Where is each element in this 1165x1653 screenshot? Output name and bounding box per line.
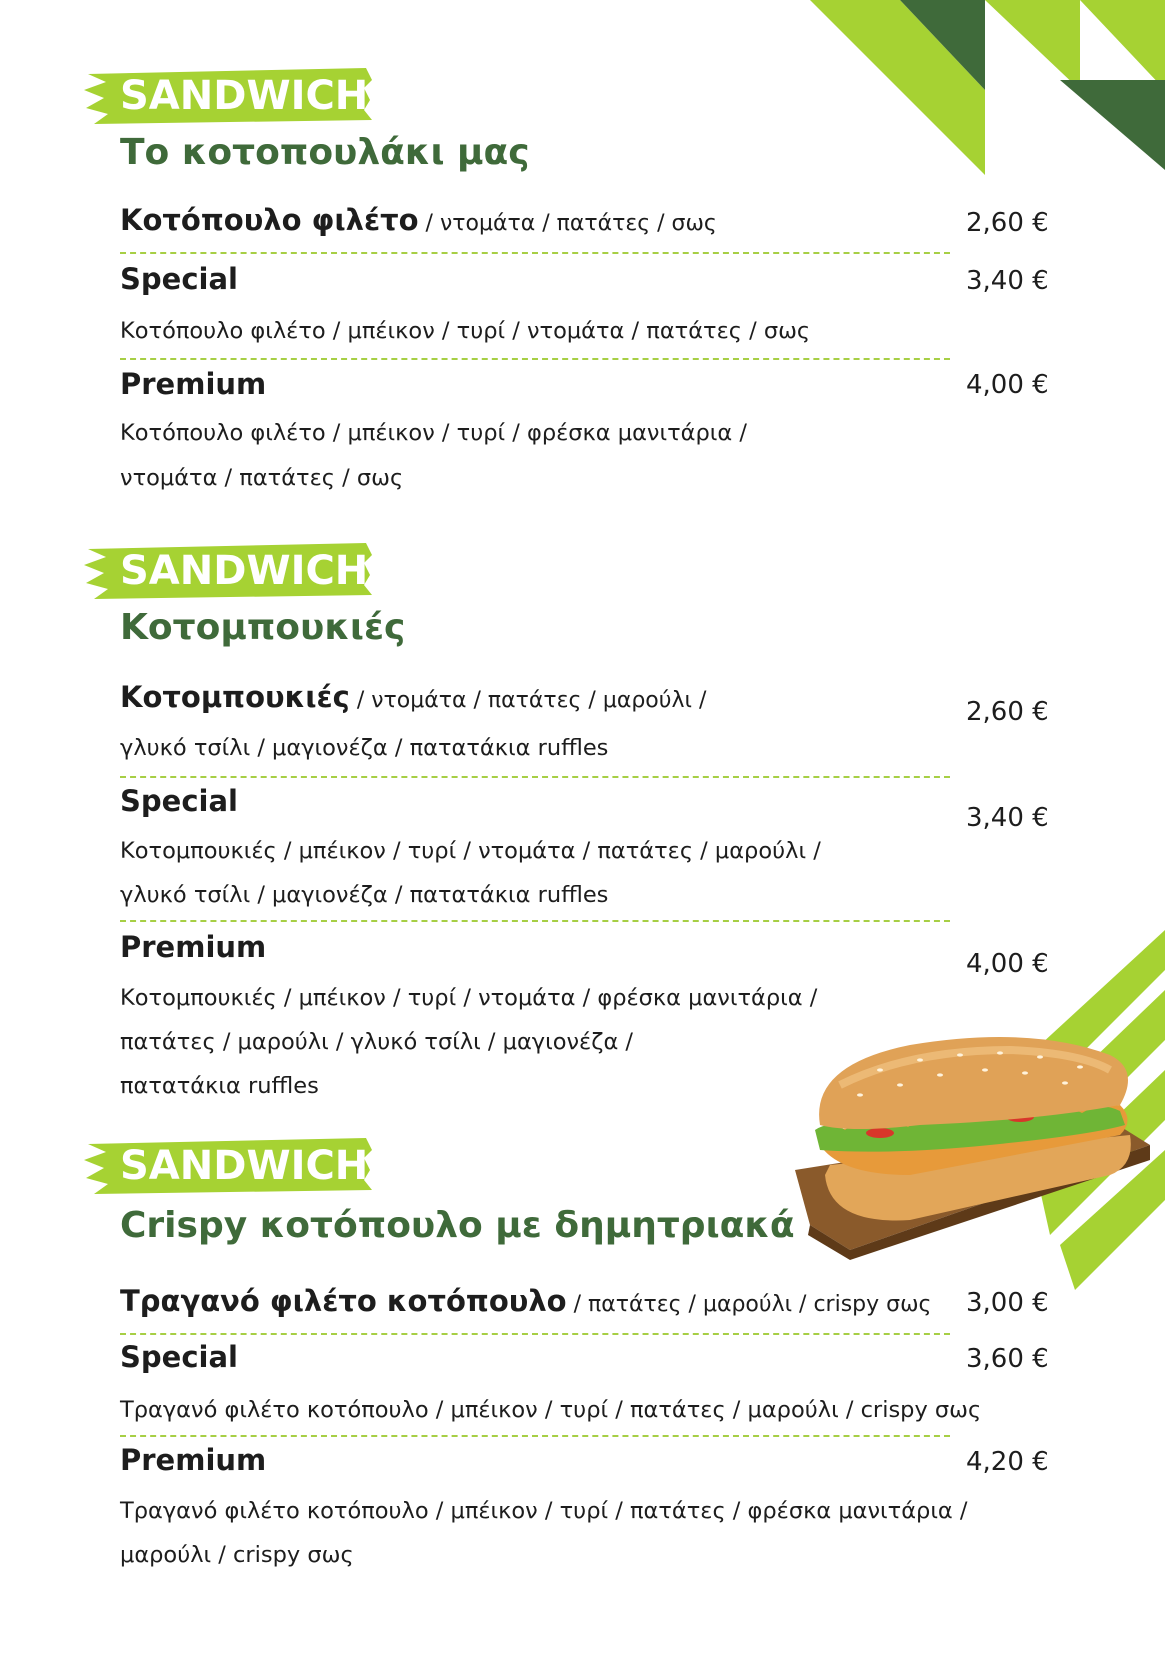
item-description: ντομάτα / πατάτες / σως <box>120 465 404 491</box>
menu-item <box>120 1284 931 1318</box>
item-description: πατατάκια ruffles <box>120 1073 319 1099</box>
item-name: Special <box>120 784 238 818</box>
item-description: μαρούλι / crispy σως <box>120 1542 354 1568</box>
sandwich-photo <box>790 1025 1150 1260</box>
menu-item <box>120 262 238 296</box>
dashed-separator <box>120 1333 950 1335</box>
section-badge <box>84 1136 374 1196</box>
item-name: Special <box>120 262 238 296</box>
item-price: 4,00 € <box>966 370 1049 400</box>
item-description: Κοτόπουλο φιλέτο / μπέικον / τυρί / ντομάτα / πατάτες / σως <box>120 318 811 344</box>
section-badge <box>84 541 374 601</box>
section-badge <box>84 66 374 126</box>
menu-item <box>120 784 238 818</box>
section-badge-label: SANDWICH <box>120 73 369 119</box>
item-description: Κοτόπουλο φιλέτο / μπέικον / τυρί / φρέσκα μανιτάρια / <box>120 420 747 446</box>
item-ingredients: / ντομάτα / πατάτες / μαρούλι / <box>349 688 707 713</box>
item-description: Κοτομπουκιές / μπέικον / τυρί / ντομάτα / πατάτες / μαρούλι / <box>120 838 821 864</box>
item-name: Special <box>120 1340 238 1374</box>
item-price: 3,40 € <box>966 803 1049 833</box>
dashed-separator <box>120 776 950 778</box>
dashed-separator <box>120 1435 950 1437</box>
item-price: 3,00 € <box>966 1288 1049 1318</box>
menu-item <box>120 367 266 401</box>
item-price: 4,20 € <box>966 1447 1049 1477</box>
item-price: 2,60 € <box>966 697 1049 727</box>
item-price: 4,00 € <box>966 949 1049 979</box>
item-description: Τραγανό φιλέτο κοτόπουλο / μπέικον / τυρί / πατάτες / μαρούλι / crispy σως <box>120 1397 982 1423</box>
item-name: Premium <box>120 367 267 401</box>
item-price: 3,60 € <box>966 1344 1049 1374</box>
item-description: Κοτομπουκιές / μπέικον / τυρί / ντομάτα / φρέσκα μανιτάρια / <box>120 985 818 1011</box>
menu-item <box>120 680 706 714</box>
section-title: Το κοτοπουλάκι μας <box>120 132 530 173</box>
menu-item <box>120 930 266 964</box>
item-name: Κοτόπουλο φιλέτο <box>120 203 419 237</box>
dashed-separator <box>120 358 950 360</box>
item-name: Premium <box>120 930 267 964</box>
section-badge-label: SANDWICH <box>120 548 369 594</box>
menu-item <box>120 203 717 237</box>
item-name: Κοτομπουκιές <box>120 680 350 714</box>
dashed-separator <box>120 252 950 254</box>
item-description: πατάτες / μαρούλι / γλυκό τσίλι / μαγιονέζα / <box>120 1029 634 1055</box>
item-description: γλυκό τσίλι / μαγιονέζα / πατατάκια ruffles <box>120 735 609 761</box>
menu-item <box>120 1340 238 1374</box>
item-ingredients: / πατάτες / μαρούλι / crispy σως <box>566 1292 932 1317</box>
section-title: Κοτομπουκιές <box>120 607 406 648</box>
section-title: Crispy κοτόπουλο με δημητριακά <box>120 1205 795 1246</box>
section-badge-label: SANDWICH <box>120 1143 369 1189</box>
item-name: Τραγανό φιλέτο κοτόπουλο <box>120 1284 567 1318</box>
item-description: γλυκό τσίλι / μαγιονέζα / πατατάκια ruffles <box>120 882 609 908</box>
item-price: 3,40 € <box>966 266 1049 296</box>
menu-item <box>120 1443 266 1477</box>
item-ingredients: / ντομάτα / πατάτες / σως <box>418 211 717 236</box>
item-description: Τραγανό φιλέτο κοτόπουλο / μπέικον / τυρί / πατάτες / φρέσκα μανιτάρια / <box>120 1498 968 1524</box>
item-name: Premium <box>120 1443 267 1477</box>
dashed-separator <box>120 920 950 922</box>
item-price: 2,60 € <box>966 208 1049 238</box>
